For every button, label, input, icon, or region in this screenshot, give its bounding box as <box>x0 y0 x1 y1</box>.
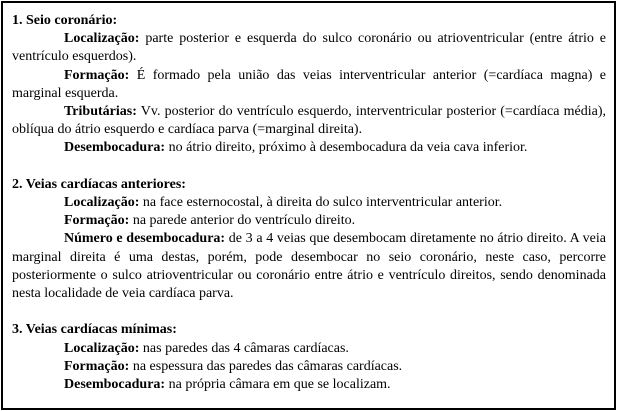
paragraph-text: de 3 a 4 veias que desembocam diretamente no átrio direito. A veia marginal direita é uma destas, porém, pode desembocar no seio coronário, neste caso, percorre posteriormente o sulco atrioventricular ou coronário entre átrio e ventrículo direitos, sendo denominada nesta localidade de veia cardíaca parva. <box>12 231 606 302</box>
paragraph-text: parte posterior e esquerda do sulco coronário ou atrioventricular (entre átrio e ventrículo esquerdos). <box>12 31 606 65</box>
paragraph-localizacao <box>12 30 606 66</box>
paragraph-formacao <box>12 212 606 230</box>
paragraph-label: Número e desembocadura: <box>64 231 226 247</box>
paragraph-desembocadura <box>12 139 606 157</box>
paragraph-text: na própria câmara em que se localizam. <box>165 377 391 393</box>
paragraph-label: Formação: <box>64 67 130 83</box>
paragraph-label: Formação: <box>64 358 130 374</box>
section-heading: 1. Seio coronário: <box>12 13 118 28</box>
paragraph-formacao <box>12 67 606 103</box>
paragraph-formacao <box>12 358 606 376</box>
paragraph-label: Formação: <box>64 213 130 229</box>
paragraph-tributarias <box>12 103 606 139</box>
paragraph-text: na face esternocostal, à direita do sulco interventricular anterior. <box>139 195 503 211</box>
paragraph-text: no átrio direito, próximo à desembocadura da veia cava inferior. <box>165 140 528 156</box>
paragraph-label: Localização: <box>64 31 140 47</box>
paragraph-desembocadura <box>12 376 606 394</box>
paragraph-numero-desembocadura <box>12 230 606 303</box>
paragraph-label: Localização: <box>64 195 140 211</box>
section-seio-coronario <box>12 12 606 158</box>
paragraph-label: Tributárias: <box>64 104 137 120</box>
paragraph-text: na espessura das paredes das câmaras cardíacas. <box>129 358 403 374</box>
paragraph-label: Desembocadura: <box>64 377 166 393</box>
document-content <box>12 12 606 394</box>
section-heading: 3. Veias cardíacas mínimas: <box>12 322 177 338</box>
section-heading: 2. Veias cardíacas anteriores: <box>12 176 186 192</box>
paragraph-localizacao <box>12 340 606 358</box>
paragraph-localizacao <box>12 194 606 212</box>
paragraph-text: na parede anterior do ventrículo direito. <box>129 213 356 229</box>
paragraph-label: Localização: <box>64 340 140 356</box>
document-frame <box>1 1 616 410</box>
section-veias-cardiacas-anteriores <box>12 176 606 303</box>
paragraph-label: Desembocadura: <box>64 140 166 156</box>
section-veias-cardiacas-minimas <box>12 321 606 394</box>
paragraph-text: Vv. posterior do ventrículo esquerdo, interventricular posterior (=cardíaca média), oblíqua do átrio esquerdo e cardíaca parva (=marginal direita). <box>12 104 606 138</box>
paragraph-text: É formado pela união das veias interventricular anterior (=cardíaca magna) e marginal esquerda. <box>12 67 606 101</box>
paragraph-text: nas paredes das 4 câmaras cardíacas. <box>139 340 349 356</box>
